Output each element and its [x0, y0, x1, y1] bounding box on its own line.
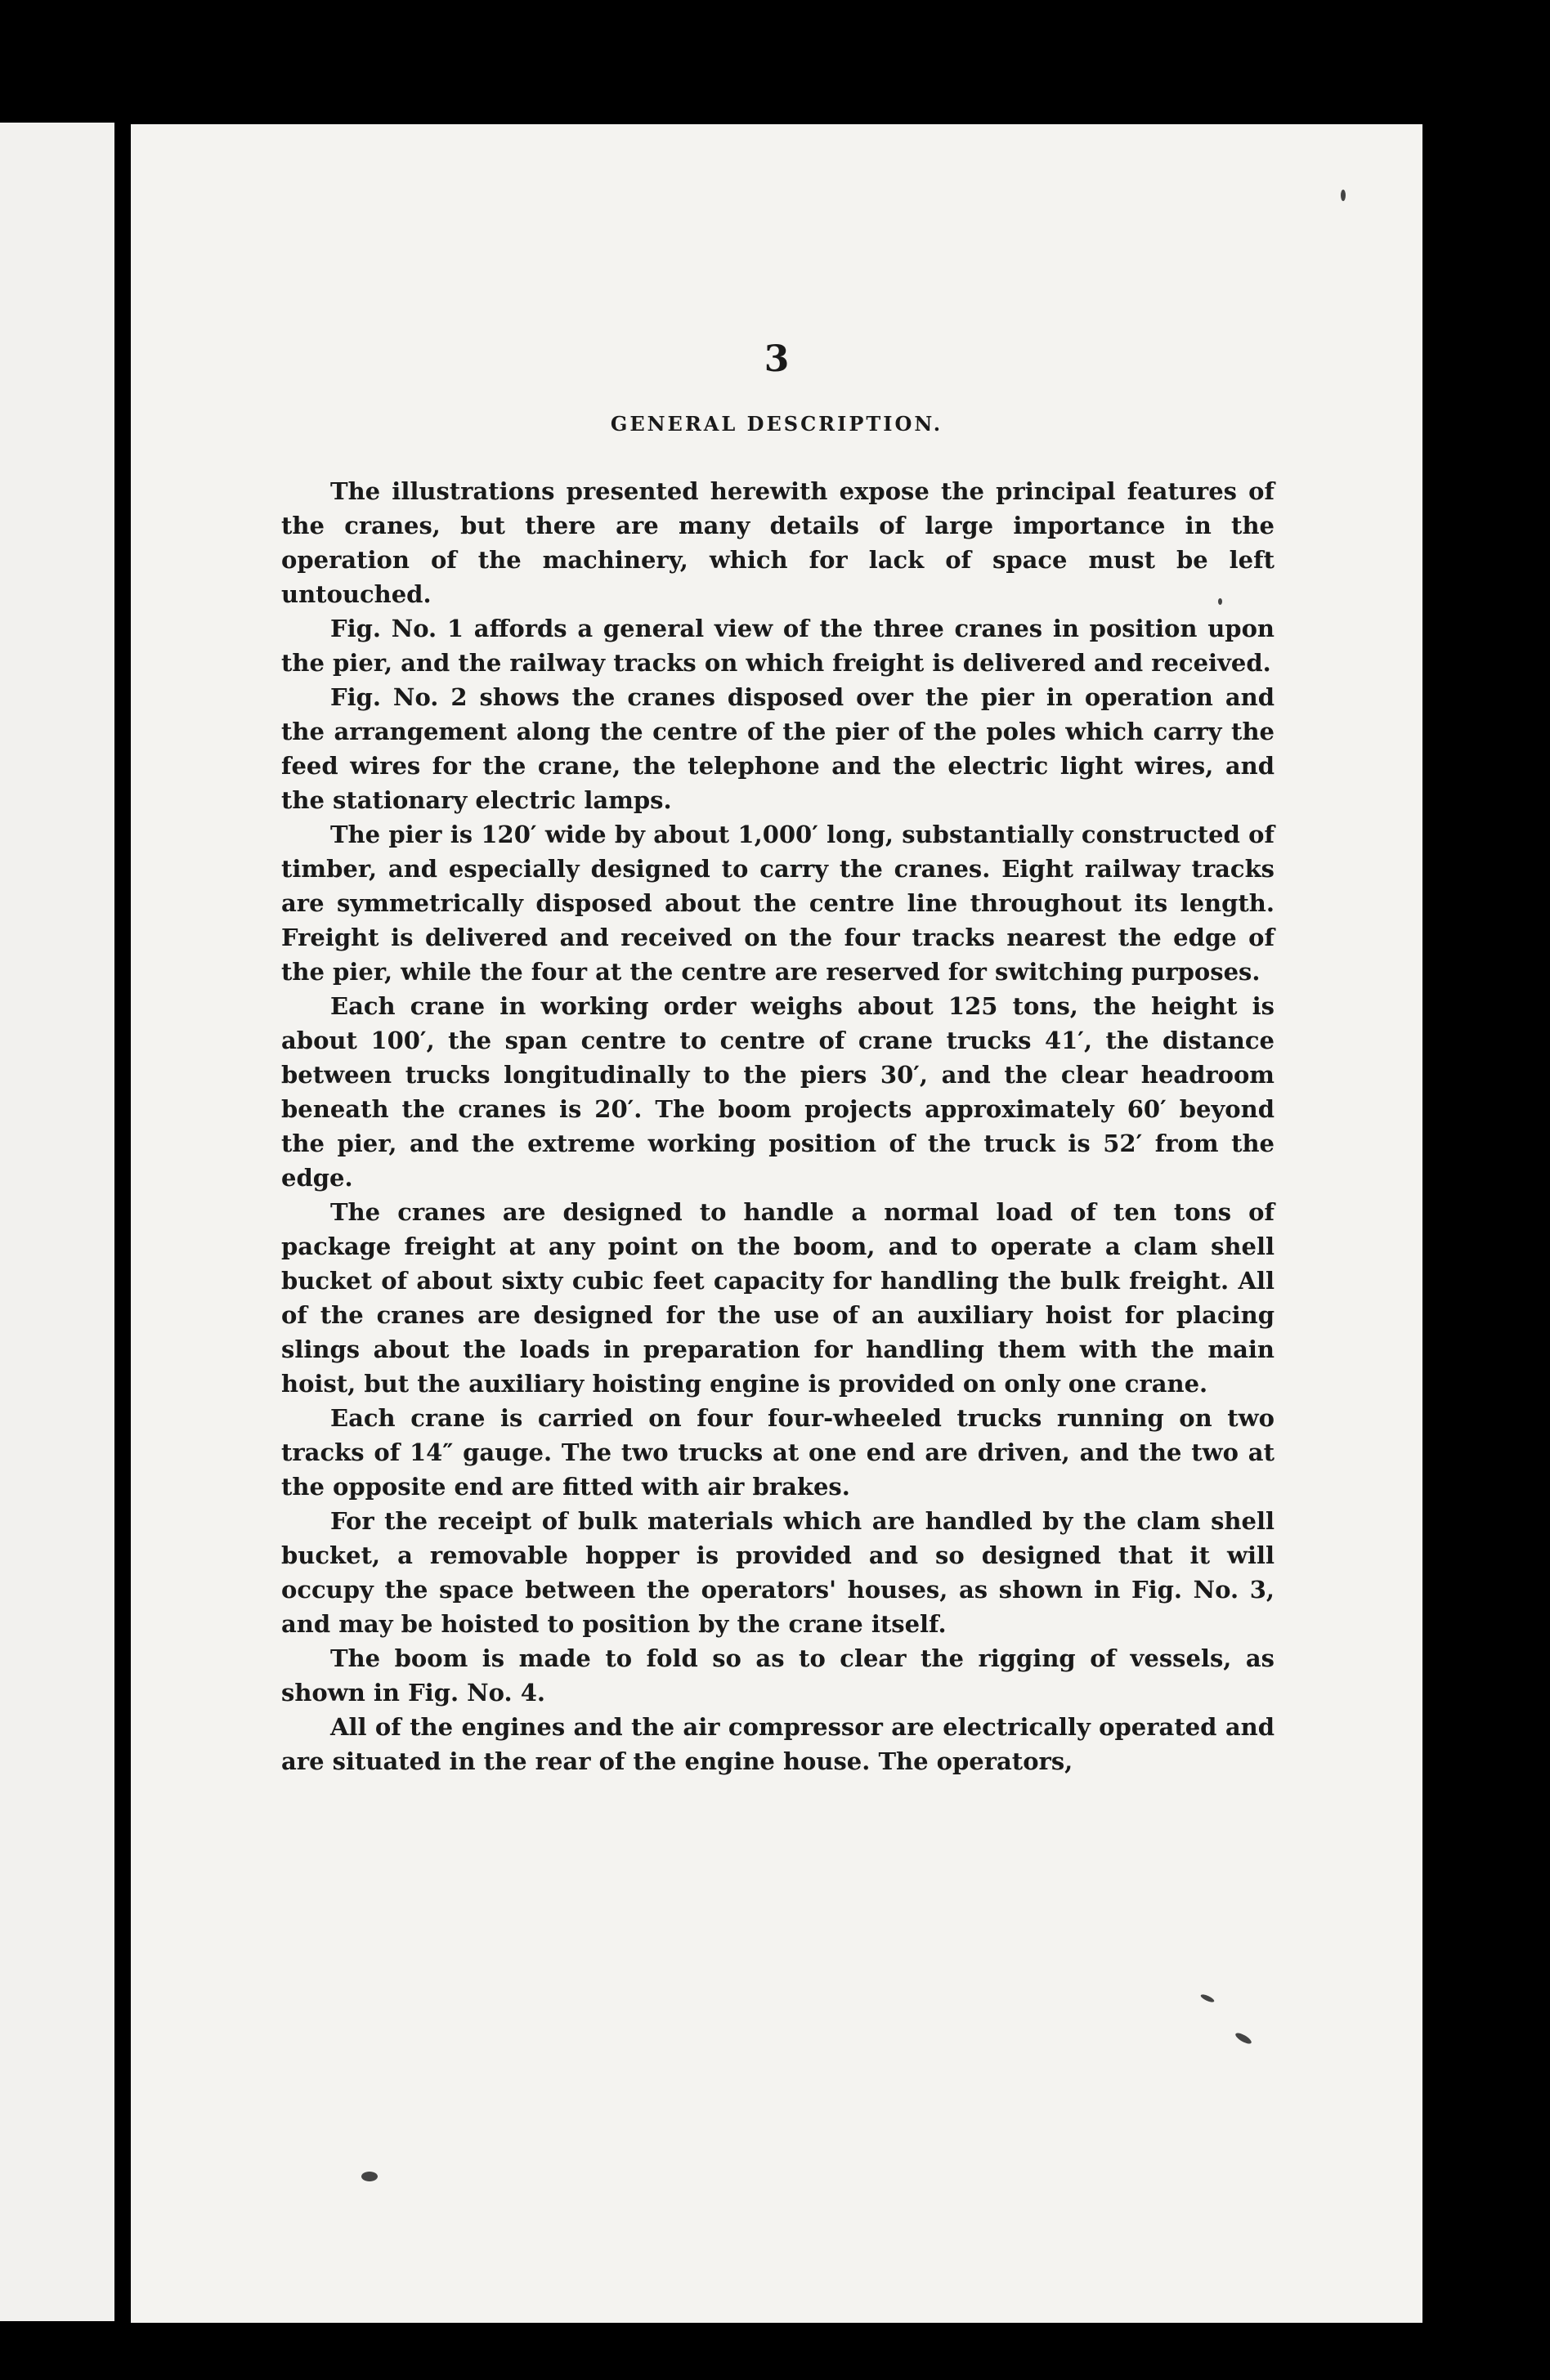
previous-page-edge: [0, 123, 114, 2321]
scan-speck: [1341, 190, 1346, 201]
paragraph: Each crane is carried on four four-wheeled trucks running on two tracks of 14″ gauge. The two trucks at one end are driven, and the two at the opposite end are fitted with air brakes.: [281, 1404, 1274, 1501]
scan-speck: [1218, 598, 1222, 605]
paragraph: The boom is made to fold so as to clear the rigging of vessels, as shown in Fig. No. 4.: [281, 1644, 1274, 1707]
paragraph: The pier is 120′ wide by about 1,000′ long, substantially constructed of timber, and especially designed to carry the cranes. Eight railway tracks are symmetrically disposed about the centre line throughout its length. Freight is delivered and received on the four tracks nearest the edge of the pier, while the four at the centre are reserved for switching purposes.: [281, 821, 1274, 986]
paragraph: Each crane in working order weighs about 125 tons, the height is about 100′, the span centre to centre of crane trucks 41′, the distance between trucks longitudinally to the piers 30′, and the clear headroom beneath the cranes is 20′. The boom projects approximately 60′ beyond the pier, and the extreme working position of the truck is 52′ from the edge.: [281, 992, 1274, 1192]
paragraph: Fig. No. 2 shows the cranes disposed over the pier in operation and the arrangement along the centre of the pier of the poles which carry the feed wires for the crane, the telephone and the electric light wires, and the stationary electric lamps.: [281, 683, 1274, 814]
document-page: [131, 124, 1422, 2323]
paragraph: Fig. No. 1 affords a general view of the three cranes in position upon the pier, and the railway tracks on which freight is delivered and received.: [281, 615, 1274, 677]
scan-speck: [361, 2172, 378, 2181]
paragraph: The cranes are designed to handle a normal load of ten tons of package freight at any point on the boom, and to operate a clam shell bucket of about sixty cubic feet capacity for handling the bulk freight. All of the cranes are designed for the use of an auxiliary hoist for placing slings about the loads in preparation for handling them with the main hoist, but the auxiliary hoisting engine is provided on only one crane.: [281, 1198, 1274, 1398]
body-text: [281, 474, 1274, 1778]
scan-speck: [1200, 1993, 1216, 2003]
section-heading: GENERAL DESCRIPTION.: [610, 412, 943, 436]
page-number: 3: [764, 338, 790, 380]
paragraph: For the receipt of bulk materials which are handled by the clam shell bucket, a removable hopper is provided and so designed that it will occupy the space between the operators' houses, as shown in Fig. No. 3, and may be hoisted to position by the crane itself.: [281, 1507, 1274, 1638]
scan-speck: [1234, 2031, 1252, 2046]
paragraph: All of the engines and the air compressor are electrically operated and are situated in the rear of the engine house. The operators,: [281, 1713, 1274, 1775]
paragraph: The illustrations presented herewith expose the principal features of the cranes, but there are many details of large importance in the operation of the machinery, which for lack of space must be left untouched.: [281, 477, 1274, 608]
